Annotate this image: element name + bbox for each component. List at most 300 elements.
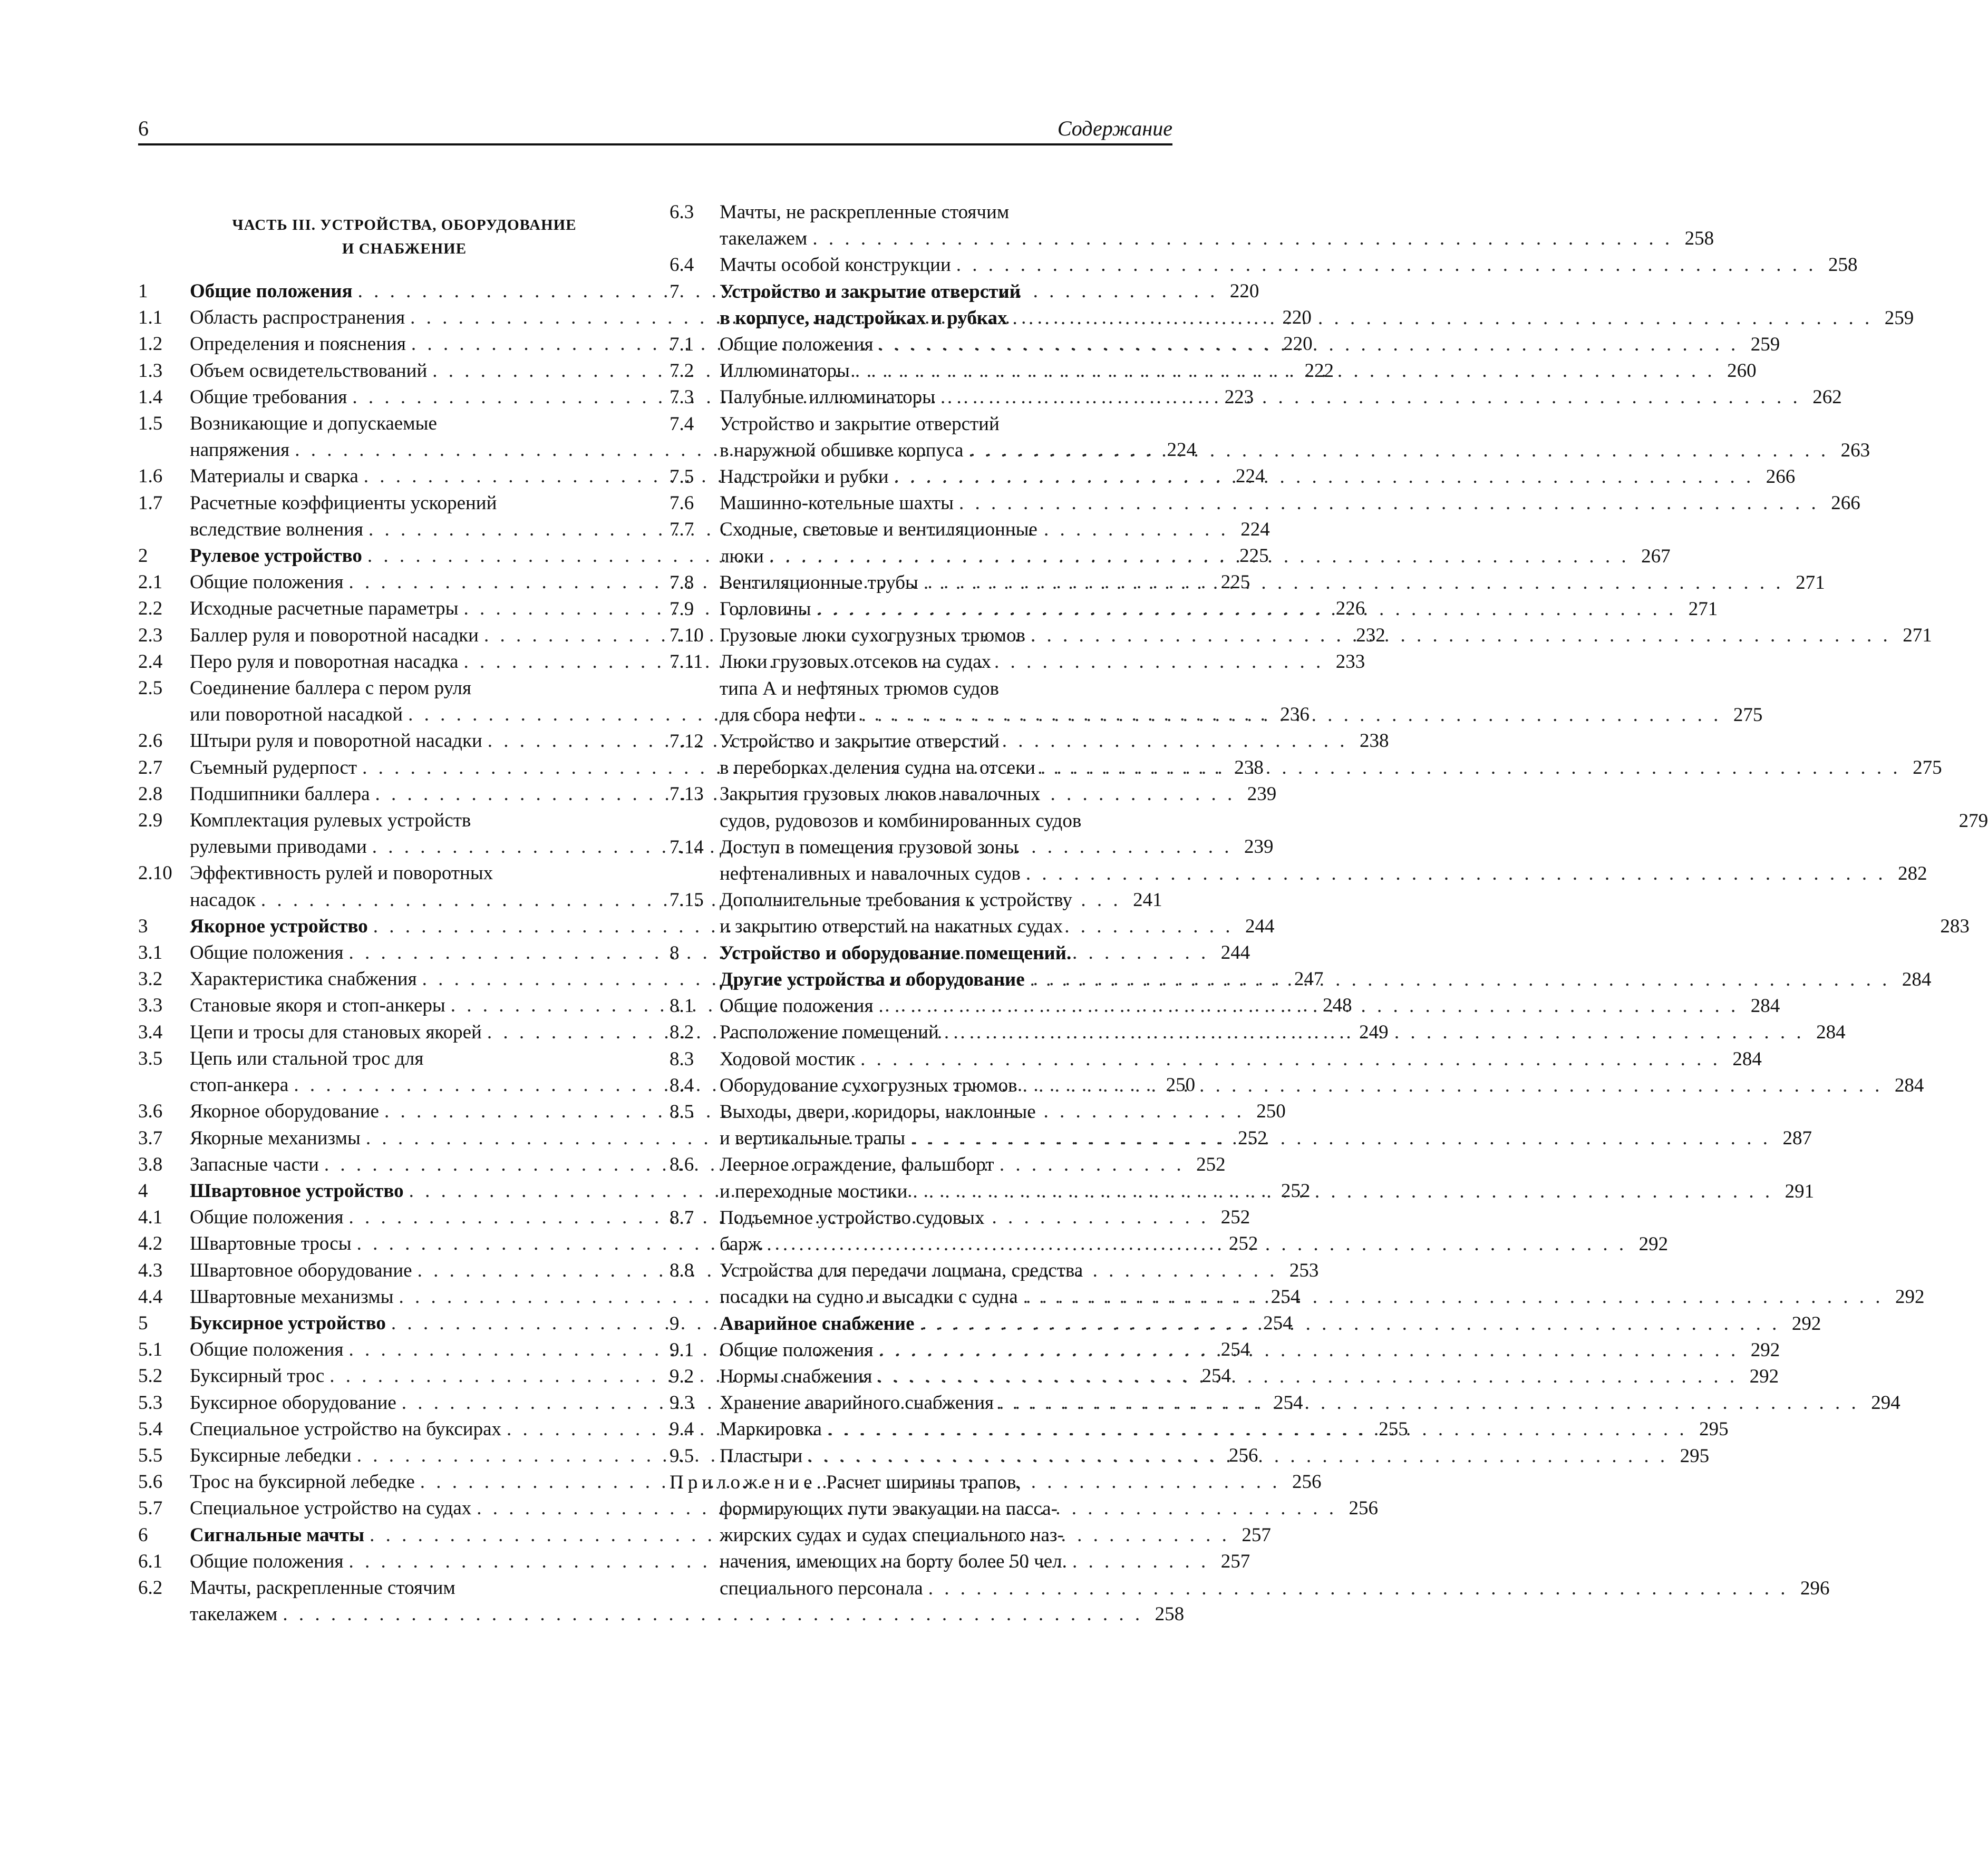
toc-entry-title-line: Выходы, двери, коридоры, наклонные xyxy=(720,1101,1036,1123)
toc-entry-number: 7.7 xyxy=(670,519,694,541)
toc-entry-page: 271 xyxy=(1688,598,1718,620)
toc-entry-number: 6 xyxy=(138,1524,148,1546)
toc-entry-title: Вентиляционные трубы xyxy=(720,571,918,593)
toc-entry-page: 279 xyxy=(1958,810,1988,832)
toc-entry-number: 7.13 xyxy=(670,783,704,805)
toc-entry-title-line: Устройство и закрытие отверстий xyxy=(720,731,1000,753)
toc-entry-title: Общие положения xyxy=(720,334,874,356)
toc-entry-number: 4.4 xyxy=(138,1286,163,1308)
toc-entry-page: 250 xyxy=(1166,1074,1196,1096)
appendix-page: 296 xyxy=(1800,1577,1830,1599)
toc-entry-title: Специальное устройство на буксирах xyxy=(190,1418,502,1440)
toc-entry-page: 232 xyxy=(1356,624,1385,646)
toc-entry-page: 225 xyxy=(1239,545,1269,567)
toc-entry-title: в корпусе, надстройках и рубках xyxy=(720,307,1007,329)
appendix-first-line xyxy=(670,1470,1829,1496)
toc-entry-number: 1 xyxy=(138,280,148,302)
toc-entry-title: Горловины xyxy=(720,598,811,620)
toc-entry-page: 292 xyxy=(1749,1365,1779,1387)
toc-entry-page: 256 xyxy=(1228,1444,1258,1466)
toc-entry-title: Якорное оборудование xyxy=(190,1101,379,1123)
toc-entry-number: 7.6 xyxy=(670,492,694,514)
toc-entry-number: 7.9 xyxy=(670,598,694,620)
leader-dots xyxy=(923,1575,1789,1602)
toc-entry-page: 275 xyxy=(1913,757,1942,779)
toc-entry-page: 220 xyxy=(1229,280,1259,302)
toc-entry-number: 7.4 xyxy=(670,413,694,435)
leader-dots xyxy=(822,1416,1688,1443)
toc-entry-title: Буксирное оборудование xyxy=(190,1391,396,1414)
toc-entry-page: 254 xyxy=(1271,1286,1301,1308)
toc-entry-page: 233 xyxy=(1335,650,1365,673)
toc-entry-number: 9.4 xyxy=(670,1418,694,1441)
toc-entry-page: 244 xyxy=(1220,942,1250,964)
toc-entry-number: 3.4 xyxy=(138,1021,163,1043)
leader-dots xyxy=(1021,861,1886,887)
toc-entry-number: 2.1 xyxy=(138,571,163,593)
leader-dots xyxy=(915,1311,1780,1337)
toc-entry-number: 1.1 xyxy=(138,307,163,329)
toc-entry-number: 2.7 xyxy=(138,756,163,778)
toc-entry-title: Запасные части xyxy=(190,1153,319,1175)
toc-entry-title-line: Дополнительные требования к устройству xyxy=(720,889,1072,911)
toc-entry[interactable] xyxy=(670,1046,1762,1073)
toc-entry-title-line: Цепь или стальной трос для xyxy=(190,1047,424,1069)
toc-entry-title-line: Устройство и закрытие отверстий xyxy=(720,413,1000,435)
appendix-last-line xyxy=(670,1575,1829,1602)
toc-entry-page: 287 xyxy=(1782,1127,1812,1150)
leader-dots xyxy=(277,1601,1143,1628)
toc-entry-title-line: Комплектация рулевых устройств xyxy=(190,810,471,832)
toc-entry-page: 241 xyxy=(1133,889,1162,911)
toc-entry-title: Общие положения xyxy=(190,1206,344,1229)
toc-entry-title-line: Мачты, не раскрепленные стоячим xyxy=(720,201,1010,223)
toc-entry-number: 5.1 xyxy=(138,1339,163,1361)
toc-entry-number: 8.2 xyxy=(670,1021,694,1044)
toc-entry-title-line: Устройства для передачи лоцмана, средства xyxy=(720,1260,1083,1282)
toc-entry-title: Аварийное снабжение xyxy=(720,1312,915,1335)
toc-entry-title: в наружной обшивке корпуса xyxy=(720,439,964,461)
toc-entry-number: 2.3 xyxy=(138,624,163,646)
leader-dots xyxy=(873,1337,1739,1364)
toc-entry-title: в переборках деления судна на отсеки xyxy=(720,757,1035,779)
toc-entry-title: Общие положения xyxy=(720,1339,874,1361)
toc-entry-title: Швартовное оборудование xyxy=(190,1259,412,1281)
toc-entry-title-line: типа А и нефтяных трюмов судов xyxy=(720,677,1000,699)
toc-entry-number: 3.8 xyxy=(138,1153,163,1175)
toc-entry-title: посадки на судно и высадки с судна xyxy=(720,1286,1018,1308)
toc-entry-title: рулевыми приводами xyxy=(190,836,367,858)
toc-entry-title: или поворотной насадкой xyxy=(190,704,403,726)
toc-entry-page: 295 xyxy=(1699,1418,1729,1441)
leader-dots xyxy=(905,1125,1771,1152)
toc-entry-title: Баллер руля и поворотной насадки xyxy=(190,624,479,646)
toc-entry-number: 3.7 xyxy=(138,1127,163,1149)
toc-entry-number: 2.9 xyxy=(138,810,163,832)
toc-entry-title-line: Мачты, раскрепленные стоячим xyxy=(190,1576,455,1599)
leader-dots xyxy=(963,437,1829,464)
toc-entry-number: 4.1 xyxy=(138,1206,163,1229)
toc-entry-number: 3.2 xyxy=(138,968,163,990)
toc-entry-page: 256 xyxy=(1292,1471,1322,1493)
toc-entry-number: 9.5 xyxy=(670,1445,694,1467)
toc-entry-title: Подшипники баллера xyxy=(190,783,370,805)
toc-entry-title: вследствие волнения xyxy=(190,518,363,540)
toc-entry-page: 252 xyxy=(1220,1206,1250,1229)
toc-entry-number: 1.7 xyxy=(138,492,163,514)
toc-entry-title: Объем освидетельствований xyxy=(190,359,428,382)
toc-entry-number: 1.6 xyxy=(138,465,163,488)
toc-entry-title: Общие положения xyxy=(190,571,344,593)
toc-entry-page: 263 xyxy=(1840,439,1870,461)
toc-entry-title: Нормы снабжения xyxy=(720,1365,872,1387)
toc-entry-page: 250 xyxy=(1256,1101,1286,1123)
toc-entry-number: 8.6 xyxy=(670,1154,694,1176)
leader-dots xyxy=(939,1019,1805,1046)
part-heading-line: ЧАСТЬ III. УСТРОЙСТВА, ОБОРУДОВАНИЕ xyxy=(232,217,577,233)
appendix-line: начения, имеющих на борту более 50 чел. xyxy=(720,1551,1067,1573)
toc-entry-number: 7.3 xyxy=(670,386,694,408)
toc-entry-page: 295 xyxy=(1680,1445,1710,1467)
toc-entry[interactable] xyxy=(670,252,1858,278)
toc-entry-title: Ходовой мостик xyxy=(720,1048,856,1070)
leader-dots xyxy=(856,702,1722,728)
toc-entry-title: Мачты особой конструкции xyxy=(720,254,951,276)
toc-entry-page: 252 xyxy=(1228,1233,1258,1255)
toc-entry-page: 247 xyxy=(1294,968,1324,990)
toc-entry-title: Рулевое устройство xyxy=(190,545,362,567)
toc-entry-number: 1.3 xyxy=(138,359,163,382)
toc-entry-title: Определения и пояснения xyxy=(190,333,406,355)
toc-entry-page: 259 xyxy=(1750,334,1780,356)
toc-entry-page: 254 xyxy=(1274,1391,1303,1414)
toc-entry-number: 3.3 xyxy=(138,995,163,1017)
toc-entry-number: 7.2 xyxy=(670,360,694,382)
appendix-line: формирующих пути эвакуации на пасса- xyxy=(720,1497,1058,1520)
toc-entry-title: Съемный рудерпост xyxy=(190,756,357,778)
toc-entry-number: 3.1 xyxy=(138,942,163,964)
part-heading-line: И СНАБЖЕНИЕ xyxy=(342,240,467,257)
toc-entry-page: 254 xyxy=(1263,1312,1293,1334)
toc-entry-number: 9.1 xyxy=(670,1339,694,1361)
toc-entry-title: Исходные расчетные параметры xyxy=(190,598,459,620)
leader-dots xyxy=(907,1179,1773,1205)
toc-entry-page: 292 xyxy=(1750,1339,1780,1361)
toc-entry-number: 7.11 xyxy=(670,651,703,673)
toc-entry-number: 2 xyxy=(138,545,148,567)
toc-entry-number: 5 xyxy=(138,1312,148,1334)
toc-entry-page: 291 xyxy=(1785,1180,1815,1202)
toc-entry-page: 253 xyxy=(1289,1259,1319,1281)
toc-entry-page: 259 xyxy=(1884,307,1914,329)
toc-entry-number: 3.5 xyxy=(138,1047,163,1069)
toc-entry-number: 6.3 xyxy=(670,201,694,223)
toc-entry-title-line: Расчетные коэффициенты ускорений xyxy=(190,492,497,514)
leader-dots xyxy=(873,332,1739,358)
toc-entry-title-line: Сходные, световые и вентиляционные xyxy=(720,519,1037,541)
toc-entry-number: 7.1 xyxy=(670,334,694,356)
toc-entry-title-line: Эффективность рулей и поворотных xyxy=(190,862,493,884)
toc-entry-title: Иллюминаторы xyxy=(720,360,850,382)
toc-entry-title-line: Возникающие и допускаемые xyxy=(190,413,437,435)
toc-entry-page: 223 xyxy=(1224,386,1254,408)
toc-entry-number: 3.6 xyxy=(138,1101,163,1123)
toc-entry-title: Надстройки и рубки xyxy=(720,466,889,488)
toc-entry-title: Швартовные механизмы xyxy=(190,1286,394,1308)
toc-entry-number: 7.12 xyxy=(670,731,704,753)
appendix-last-text: специального персонала xyxy=(720,1577,923,1599)
toc-entry-title: Расположение помещений xyxy=(720,1021,939,1044)
toc-entry-page: 254 xyxy=(1220,1339,1250,1361)
toc-entry-title: Цепи и тросы для становых якорей xyxy=(190,1021,482,1043)
toc-entry-title: Общие положения xyxy=(190,942,344,964)
toc-entry-title-line: Подъемное устройство судовых xyxy=(720,1206,985,1229)
toc-entry-title: Палубные иллюминаторы xyxy=(720,386,936,408)
toc-entry-title: нефтеналивных и навалочных судов xyxy=(720,863,1021,885)
toc-entry-page: 258 xyxy=(1684,228,1714,250)
toc-entry-number: 2.6 xyxy=(138,730,163,752)
toc-entry-page: 257 xyxy=(1220,1550,1250,1572)
toc-entry-page: 239 xyxy=(1247,783,1277,805)
toc-entry-title: Якорные механизмы xyxy=(190,1127,361,1149)
toc-entry-title: Швартовное устройство xyxy=(190,1180,404,1202)
toc-entry-page: 220 xyxy=(1282,307,1312,329)
toc-entry-title: стоп-анкера xyxy=(190,1074,289,1096)
toc-entry-number: 8.1 xyxy=(670,995,694,1017)
toc-entry-title: Якорное устройство xyxy=(190,915,368,937)
toc-entry-title: Штыри руля и поворотной насадки xyxy=(190,730,482,752)
toc-entry-page: 236 xyxy=(1280,704,1310,726)
toc-entry-page: 292 xyxy=(1895,1286,1925,1308)
toc-entry-number: 8.4 xyxy=(670,1074,694,1096)
toc-entry-title: Общие положения xyxy=(190,280,353,302)
toc-entry-title: такелажем xyxy=(720,228,808,250)
toc-entry-page: 282 xyxy=(1898,863,1927,885)
toc-entry-title: Грузовые люки сухогрузных трюмов xyxy=(720,625,1026,647)
toc-entry-number: 8.8 xyxy=(670,1260,694,1282)
toc-entry-page: 248 xyxy=(1323,995,1352,1017)
toc-entry-title: Перо руля и поворотная насадка xyxy=(190,650,459,673)
leader-dots xyxy=(850,358,1715,384)
toc-entry-page: 266 xyxy=(1831,492,1860,514)
appendix-first-text: . Расчет ширины трапов, xyxy=(816,1471,1021,1493)
toc-entry-title: люки xyxy=(720,545,764,567)
toc-entry-title: Оборудование сухогрузных трюмов xyxy=(720,1074,1017,1096)
toc-entry-title: Становые якоря и стоп-анкеры xyxy=(190,995,445,1017)
toc-entry-number: 7.15 xyxy=(670,889,704,911)
toc-entry-page: 284 xyxy=(1816,1021,1846,1044)
toc-entry-number: 9.2 xyxy=(670,1365,694,1387)
toc-entry-title: Буксирное устройство xyxy=(190,1312,386,1334)
appendix-label: Приложение xyxy=(670,1471,817,1493)
toc-entry-number: 5.7 xyxy=(138,1497,163,1520)
toc-entry-number: 7.10 xyxy=(670,625,704,647)
toc-entry-page: 266 xyxy=(1766,466,1796,488)
toc-entry-title: Сигнальные мачты xyxy=(190,1524,365,1546)
toc-entry[interactable] xyxy=(670,490,1860,517)
section-title: Содержание xyxy=(1057,116,1172,140)
toc-entry-number: 5.2 xyxy=(138,1365,163,1387)
toc-entry-title: для сбора нефти xyxy=(720,704,856,726)
toc-entry-title: Общие требования xyxy=(190,386,347,408)
toc-entry-title-line: Леерное ограждение, фальшборт xyxy=(720,1154,994,1176)
toc-entry-number: 4.3 xyxy=(138,1259,163,1281)
toc-entry-title: Область распространения xyxy=(190,307,405,329)
toc-entry-title: Швартовные тросы xyxy=(190,1233,352,1255)
toc-entry-page: 292 xyxy=(1638,1233,1669,1255)
leader-dots xyxy=(1035,755,1901,781)
toc-entry-number: 3 xyxy=(138,915,148,937)
leader-dots xyxy=(1017,1073,1883,1099)
toc-entry-number: 6.1 xyxy=(138,1550,163,1572)
running-head xyxy=(138,111,1172,145)
toc-entry-number: 1.4 xyxy=(138,386,163,408)
toc-entry-title: Трос на буксирной лебедке xyxy=(190,1471,415,1493)
toc-entry-page: 255 xyxy=(1379,1418,1408,1440)
toc-entry-number: 1.2 xyxy=(138,333,163,355)
toc-entry-number: 5.5 xyxy=(138,1444,163,1466)
toc-entry-number: 1.5 xyxy=(138,413,163,435)
leader-dots xyxy=(807,226,1673,252)
toc-entry-page: 257 xyxy=(1242,1524,1271,1546)
page-number: 6 xyxy=(138,116,149,140)
toc-entry-title-line: Закрытия грузовых люков навалочных xyxy=(720,783,1041,805)
leader-dots xyxy=(764,543,1630,570)
toc-entry-number: 5.4 xyxy=(138,1418,163,1440)
toc-entry-title-line: Устройство и оборудование помещений. xyxy=(720,942,1072,964)
toc-entry-number: 4 xyxy=(138,1180,148,1202)
toc-entry-title: судов, рудовозов и комбинированных судов xyxy=(720,810,1082,832)
leader-dots xyxy=(873,993,1739,1019)
toc-entry-number: 8.7 xyxy=(670,1206,694,1229)
toc-entry-title: Другие устройства и оборудование xyxy=(720,968,1025,990)
toc-entry-title: Общие положения xyxy=(190,1339,344,1361)
toc-entry-number: 8.5 xyxy=(670,1101,694,1123)
toc-entry-page: 226 xyxy=(1335,598,1365,620)
toc-entry-page: 222 xyxy=(1304,359,1334,382)
toc-entry-page: 224 xyxy=(1236,465,1265,488)
leader-dots xyxy=(935,384,1801,411)
toc-entry-number: 9 xyxy=(670,1312,680,1335)
toc-entry-number: 7.14 xyxy=(670,836,704,858)
toc-entry-title: Специальное устройство на судах xyxy=(190,1497,472,1520)
toc-entry-page: 238 xyxy=(1360,730,1389,752)
toc-entry-number: 5.6 xyxy=(138,1471,163,1493)
toc-entry[interactable] xyxy=(670,199,1714,252)
toc-entry-title-line: Устройство и закрытие отверстий xyxy=(720,280,1021,303)
toc-entry-number: 5.3 xyxy=(138,1391,163,1414)
leader-dots xyxy=(889,464,1754,490)
toc-entry-title: напряжения xyxy=(190,439,290,461)
toc-entry-title-line: Люки грузовых отсеков на судах xyxy=(720,651,992,673)
toc-entry-page: 252 xyxy=(1281,1180,1311,1202)
toc-entry-title: и закрытию отверстий на накатных судах xyxy=(720,916,1063,938)
toc-entry-page: 284 xyxy=(1902,968,1932,990)
toc-entry-page: 262 xyxy=(1812,386,1842,408)
toc-entry-title: и вертикальные трапы xyxy=(720,1127,906,1150)
leader-dots xyxy=(1007,305,1873,332)
toc-entry-page: 254 xyxy=(1201,1365,1231,1387)
toc-entry-number: 7.5 xyxy=(670,466,694,488)
toc-entry-title: Общие положения xyxy=(190,1550,344,1572)
toc-entry-page: 275 xyxy=(1733,704,1763,726)
toc-entry-page: 271 xyxy=(1903,625,1932,647)
toc-entry-page: 252 xyxy=(1238,1127,1267,1149)
toc-entry-page: 225 xyxy=(1220,571,1250,593)
toc-entry-title: Маркировка xyxy=(720,1418,822,1441)
toc-entry-title: Буксирные лебедки xyxy=(190,1444,352,1466)
toc-entry-number: 2.4 xyxy=(138,650,163,673)
toc-entry-number: 2.2 xyxy=(138,598,163,620)
toc-entry-title: Характеристика снабжения xyxy=(190,968,417,990)
appendix-line: жирских судах и судах специального наз- xyxy=(720,1524,1064,1546)
toc-entry-page: 220 xyxy=(1283,333,1313,355)
toc-entry-page: 283 xyxy=(1940,916,1970,938)
leader-dots xyxy=(855,1046,1721,1073)
toc-entry-page: 260 xyxy=(1727,360,1757,382)
toc-entry-number: 7.8 xyxy=(670,571,694,593)
toc-entry-page: 284 xyxy=(1732,1048,1762,1070)
leader-dots xyxy=(951,252,1817,278)
toc-entry-page: 284 xyxy=(1894,1074,1924,1096)
toc-entry-page: 252 xyxy=(1196,1153,1226,1175)
toc-entry-title: такелажем xyxy=(190,1603,278,1626)
toc-entry-page: 258 xyxy=(1828,254,1858,276)
part-heading xyxy=(138,199,644,278)
toc-entry-page: 249 xyxy=(1359,1021,1389,1043)
toc-entry-page: 258 xyxy=(1155,1603,1185,1626)
toc-entry-page: 238 xyxy=(1234,756,1264,778)
leader-dots xyxy=(761,1231,1627,1258)
toc-entry-title: барж xyxy=(720,1233,762,1255)
toc-entry-title: Машинно-котельные шахты xyxy=(720,492,954,514)
toc-entry-number: 8 xyxy=(670,942,680,964)
leader-dots xyxy=(872,1364,1738,1390)
leader-dots xyxy=(811,596,1677,622)
toc-entry-title: Хранение аварийного снабжения xyxy=(720,1392,994,1414)
toc-entry-page: 244 xyxy=(1245,915,1275,937)
toc-entry-number: 2.5 xyxy=(138,677,163,699)
toc-entry-page: 292 xyxy=(1791,1312,1821,1335)
toc-entry-title: Материалы и сварка xyxy=(190,465,358,488)
toc-entry-number: 6.4 xyxy=(670,254,694,276)
toc-entry-number: 9.3 xyxy=(670,1392,694,1414)
toc-entry-title: насадок xyxy=(190,889,256,911)
toc-entry-title: Буксирный трос xyxy=(190,1365,325,1387)
toc-entry-number: 2.10 xyxy=(138,862,172,884)
toc-entry-page: 239 xyxy=(1244,836,1274,858)
leader-dots xyxy=(954,490,1819,517)
toc-entry-number: 8.3 xyxy=(670,1048,694,1070)
toc-entry-title: и переходные мостики xyxy=(720,1180,908,1202)
toc-entry-page: 224 xyxy=(1167,439,1196,461)
toc-entry-page: 294 xyxy=(1871,1392,1900,1414)
leader-dots xyxy=(994,1390,1859,1416)
toc-entry-title-line: Доступ в помещения грузовой зоны xyxy=(720,836,1019,858)
leader-dots xyxy=(1025,622,1891,649)
leader-dots xyxy=(918,570,1784,596)
toc-entry-page: 256 xyxy=(1349,1497,1378,1520)
leader-dots xyxy=(1018,1284,1884,1310)
toc-entry-page: 284 xyxy=(1750,995,1780,1017)
toc-entry-number: 2.8 xyxy=(138,783,163,805)
toc-entry-page: 224 xyxy=(1240,518,1270,540)
toc-entry-title: Общие положения xyxy=(720,995,874,1017)
toc-entry-title: Пластыри xyxy=(720,1445,803,1467)
toc-entry-title-line: Соединение баллера с пером руля xyxy=(190,677,472,699)
leader-dots xyxy=(802,1443,1668,1470)
toc-entry-page: 271 xyxy=(1796,571,1825,593)
